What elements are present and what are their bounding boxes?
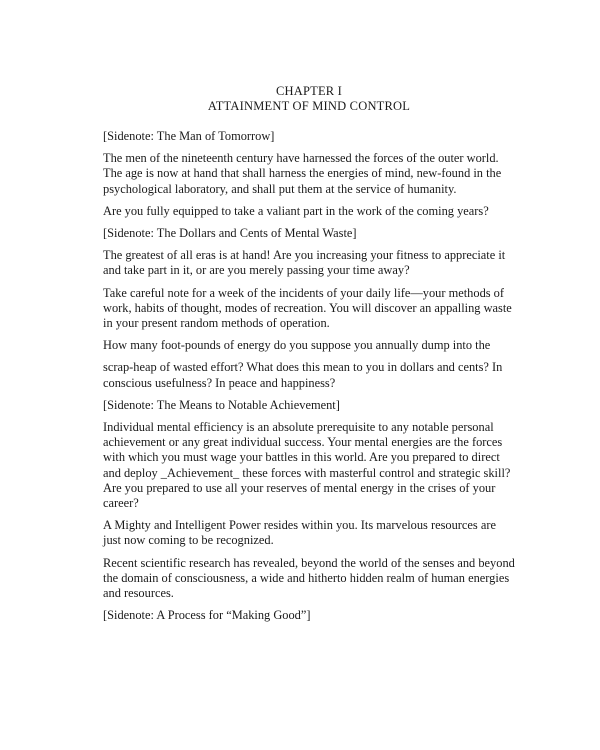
sidenote-dollars-and-cents: [Sidenote: The Dollars and Cents of Mental Waste] [103,226,357,241]
chapter-title: ATTAINMENT OF MIND CONTROL [207,99,411,113]
sidenote-notable-achievement: [Sidenote: The Means to Notable Achievement] [103,397,340,412]
paragraph: A Mighty and Intelligent Power resides within you. Its marvelous resources are just now coming to be recognized. [103,518,496,548]
paragraph: How many foot-pounds of energy do you suppose you annually dump into the [103,338,491,353]
paragraph: Take careful note for a week of the incidents of your daily life—your methods of work, habits of thought, modes of recreation. You will discover an appalling waste in your present random methods of operation. [103,285,512,331]
sidenote-man-of-tomorrow: [Sidenote: The Man of Tomorrow] [103,129,275,143]
paragraph: Are you fully equipped to take a valiant part in the work of the coming years? [103,203,489,218]
chapter-number: CHAPTER I [275,84,343,98]
paragraph: The greatest of all eras is at hand! Are you increasing your fitness to appreciate it and take part in it, or are you merely passing your time away? [103,248,506,278]
paragraph: Individual mental efficiency is an absolute prerequisite to any notable personal achievement or any great individual success. Your mental energies are the forces with which you must wage your battles in this world. Are you prepared to direct and deploy _Achievement_ these forces with masterful control and strategic skill? Are you prepared to use all your reserves of mental energy in the crises of your career? [103,420,511,511]
chapter-heading [103,84,515,114]
document-page [103,84,515,630]
sidenote-making-good: [Sidenote: A Process for “Making Good”] [103,608,311,623]
paragraph: scrap-heap of wasted effort? What does this mean to you in dollars and cents? In conscious usefulness? In peace and happiness? [103,360,503,390]
paragraph: The men of the nineteenth century have harnessed the forces of the outer world. The age is now at hand that shall harness the energies of mind, new-found in the psychological laboratory, and shall put them at the service of humanity. [103,151,502,196]
paragraph: Recent scientific research has revealed, beyond the world of the senses and beyond the domain of consciousness, a wide and hitherto hidden realm of human energies and resources. [103,555,515,601]
